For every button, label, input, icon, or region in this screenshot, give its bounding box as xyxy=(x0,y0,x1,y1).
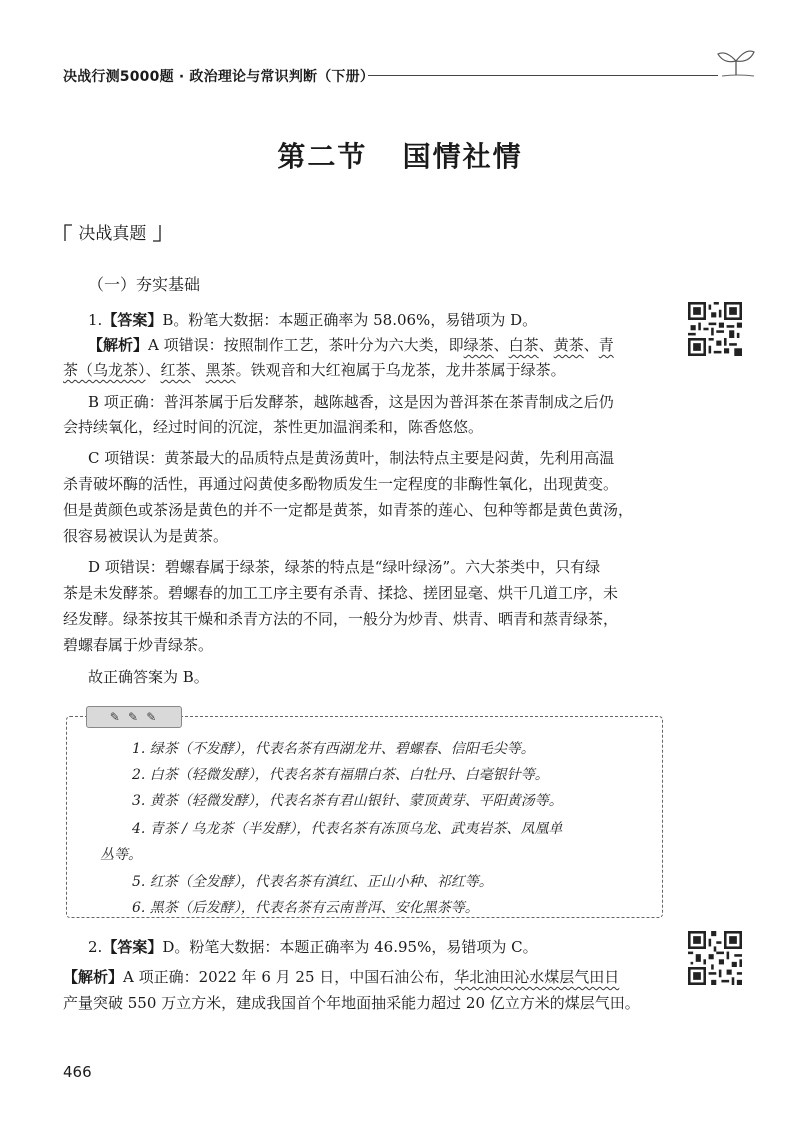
block-heading xyxy=(63,219,162,244)
q1-conclusion: 故正确答案为 B。 xyxy=(88,668,209,686)
q1-answer-line xyxy=(88,309,537,330)
answer-tag: 【答案】 xyxy=(102,311,163,329)
analysis-tag: 【解析】 xyxy=(88,336,149,354)
analysis-tag: 【解析】 xyxy=(63,968,124,986)
tea-type-green: 绿茶 xyxy=(463,336,494,354)
q2-a-text: A 项正确：2022 年 6 月 25 日，中国石油公布， xyxy=(123,968,455,986)
q2-answer-text: D。粉笔大数据：本题正确率为 46.95%，易错项为 C。 xyxy=(162,938,538,956)
q1-d-line4: 碧螺春属于炒青绿茶。 xyxy=(63,636,214,654)
qr-code-icon[interactable] xyxy=(688,302,742,356)
separator: 、 xyxy=(583,336,599,354)
q1-d-line3: 经发酵。绿茶按其干燥和杀青方法的不同，一般分为炒青、烘青、晒青和蒸青绿茶， xyxy=(63,610,619,628)
answer-tag: 【答案】 xyxy=(102,938,163,956)
note-item: 3. 黄茶（轻微发酵），代表名茶有君山银针、蒙顶黄芽、平阳黄汤等。 xyxy=(132,793,563,809)
book-title-header: 决战行测5000题 · 政治理论与常识判断（下册） xyxy=(63,69,375,85)
q1-d-line2: 茶是未发酵茶。碧螺春的加工工序主要有杀青、揉捻、搓团显毫、烘干几道工序，未 xyxy=(63,584,619,602)
subsection-heading: （一）夯实基础 xyxy=(88,275,201,294)
q2-answer-line xyxy=(88,936,538,957)
note-item: 丛等。 xyxy=(100,847,142,863)
note-item: 6. 黑茶（后发酵），代表名茶有云南普洱、安化黑茶等。 xyxy=(132,900,479,916)
q1-c-line3: 但是黄颜色或茶汤是黄色的并不一定都是黄茶，如青茶的莲心、包种等都是黄色黄汤， xyxy=(63,501,634,519)
header-rule xyxy=(368,75,718,76)
note-item: 5. 红茶（全发酵），代表名茶有滇红、正山小种、祁红等。 xyxy=(132,874,493,890)
tea-type-dark: 黑茶 xyxy=(205,361,236,379)
q1-a-text: A 项错误：按照制作工艺，茶叶分为六大类，即 xyxy=(148,336,464,354)
qr-code-icon[interactable] xyxy=(688,931,742,985)
separator: 、 xyxy=(145,361,161,379)
separator: 、 xyxy=(493,336,509,354)
q1-a-text-rest: 。铁观音和大红袍属于乌龙茶，龙井茶属于绿茶。 xyxy=(235,361,566,379)
tea-type-white: 白茶 xyxy=(508,336,539,354)
q1-analysis-line2 xyxy=(63,359,566,380)
note-item: 2. 白茶（轻微发酵），代表名茶有福鼎白茶、白牡丹、白毫银针等。 xyxy=(132,767,549,783)
tea-type-oolong-start: 青 xyxy=(598,336,614,354)
note-item: 4. 青茶 / 乌龙茶（半发酵），代表名茶有冻顶乌龙、武夷岩茶、凤凰单 xyxy=(132,821,563,837)
tea-type-red: 红茶 xyxy=(160,361,191,379)
note-tag-badge: ✎ ✎ ✎ xyxy=(86,706,182,728)
q2-number: 2. xyxy=(88,938,103,956)
q2-a-highlight: 华北油田沁水煤层气田日 xyxy=(454,968,620,986)
note-item: 1. 绿茶（不发酵），代表名茶有西湖龙井、碧螺春、信阳毛尖等。 xyxy=(132,741,535,757)
block-heading-text: 决战真题 xyxy=(78,224,147,244)
page-number: 466 xyxy=(63,1063,92,1081)
q1-c-line4: 很容易被误认为是黄茶。 xyxy=(63,527,229,545)
separator: 、 xyxy=(538,336,554,354)
q2-analysis-line1 xyxy=(63,966,619,987)
q1-c-line1: C 项错误：黄茶最大的品质特点是黄汤黄叶，制法特点主要是闷黄，先利用高温 xyxy=(88,449,615,467)
close-bracket-icon xyxy=(152,223,162,243)
q1-b-line2: 会持续氧化，经过时间的沉淀，茶性更加温润柔和，陈香悠悠。 xyxy=(63,418,484,436)
tea-type-yellow: 黄茶 xyxy=(553,336,584,354)
open-bracket-icon xyxy=(63,223,73,243)
tea-type-oolong: 茶（乌龙茶） xyxy=(63,361,146,379)
separator: 、 xyxy=(190,361,206,379)
q1-b-line1: B 项正确：普洱茶属于后发酵茶，越陈越香，这是因为普洱茶在茶青制成之后仍 xyxy=(88,393,614,411)
q1-number: 1. xyxy=(88,311,103,329)
q1-c-line2: 杀青破坏酶的活性，再通过闷黄使多酚物质发生一定程度的非酶性氧化，出现黄变。 xyxy=(63,475,619,493)
q1-analysis-line1 xyxy=(88,334,614,355)
q1-answer-text: B。粉笔大数据：本题正确率为 58.06%，易错项为 D。 xyxy=(162,311,538,329)
sprout-icon xyxy=(716,46,756,80)
section-title: 第二节 国情社情 xyxy=(277,140,523,173)
q1-d-line1: D 项错误：碧螺春属于绿茶，绿茶的特点是“绿叶绿汤”。六大茶类中，只有绿 xyxy=(88,558,601,576)
q2-analysis-line2: 产量突破 550 万立方米，建成我国首个年地面抽采能力超过 20 亿立方米的煤层气田。 xyxy=(63,994,640,1012)
